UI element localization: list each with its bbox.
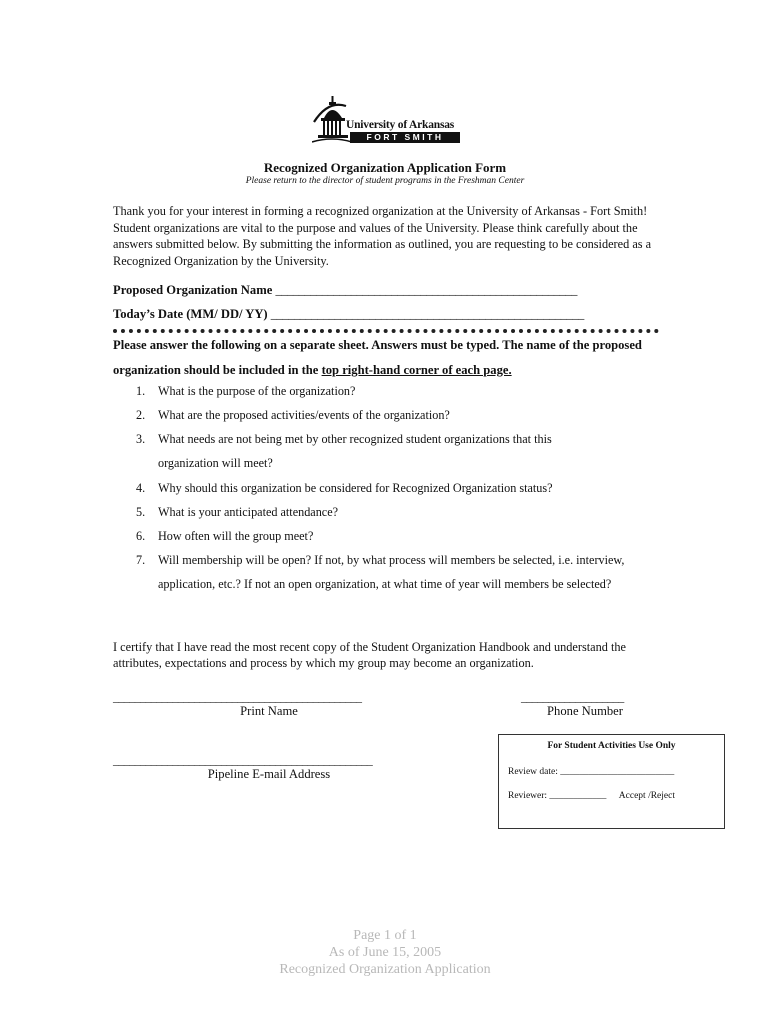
question-number: 5. [136,505,146,519]
question-number: 2. [136,408,146,422]
date-label: Today’s Date (MM/ DD/ YY) [113,307,268,321]
question-number: 7. [136,553,146,567]
question-text: Will membership will be open? If not, by what process will members be selected, i.e. interview, application, etc.? If not an open organization, at what time of year will members be selected? [158,553,625,591]
accept-reject-label: Accept /Reject [618,791,675,801]
logo-university-name: University of Arkansas [346,119,455,131]
phone-label: Phone Number [547,704,623,718]
print-name-blank[interactable]: ______________________________________________ [113,690,362,704]
question-text: How often will the group meet? [158,529,314,543]
question-text: Why should this organization be considered for Recognized Organization status? [158,481,553,495]
form-title: Recognized Organization Application Form [263,160,507,175]
office-use-title: For Student Activities Use Only [547,741,676,751]
question-text: What is your anticipated attendance? [158,505,339,519]
intro-paragraph: Thank you for your interest in forming a recognized organization at the University of Arkansas - Fort Smith! Student organizations are vital to the purpose and values of the University. Please think carefully about the answers submitted below. By submitting the information as outlined, you are requesting to be considered as a Recognized Organization by the University. [113,204,652,268]
review-date-label: Review date: [508,767,558,777]
footer-doc-name: Recognized Organization Application [279,962,491,977]
reviewer-label: Reviewer: [508,791,548,801]
date-blank[interactable]: ______________________________________________________ [270,307,584,321]
phone-blank[interactable]: ___________________ [521,690,624,704]
review-date-blank[interactable]: ________________________ [560,767,675,777]
instructions-text: Please answer the following on a separate sheet. Answers must be typed. The name of the proposed organization should be included in the [113,338,642,377]
instructions-emphasis: top right-hand corner of each page. [321,363,512,377]
office-use-box [498,734,725,829]
university-logo [312,92,460,146]
certification-statement: I certify that I have read the most recent copy of the Student Organization Handbook and understand the attributes, expectations and process by which my group may become an organization. [113,640,626,670]
footer-date: As of June 15, 2005 [328,945,442,960]
question-text: What are the proposed activities/events of the organization? [158,408,450,422]
form-subtitle: Please return to the director of student programs in the Freshman Center [245,176,525,186]
org-name-field[interactable] [113,283,577,298]
reviewer-blank[interactable]: ____________ [549,791,607,801]
email-label: Pipeline E-mail Address [207,767,331,781]
org-name-label: Proposed Organization Name [113,283,273,297]
email-blank[interactable]: ________________________________________________ [113,753,373,767]
question-number: 4. [136,481,146,495]
logo-campus-name: FORT SMITH [350,132,460,143]
question-text: What needs are not being met by other recognized student organizations that this organization will meet? [158,432,552,470]
question-number: 3. [136,432,146,446]
question-text: What is the purpose of the organization? [158,384,356,398]
question-number: 6. [136,529,146,543]
date-field[interactable] [113,307,584,322]
question-number: 1. [136,384,146,398]
reviewer-field[interactable] [508,791,675,801]
footer-page: Page 1 of 1 [353,928,417,943]
instructions [113,333,673,383]
org-name-blank[interactable]: ____________________________________________________ [275,283,577,297]
print-name-label: Print Name [240,704,298,718]
review-date-field[interactable] [508,767,674,777]
